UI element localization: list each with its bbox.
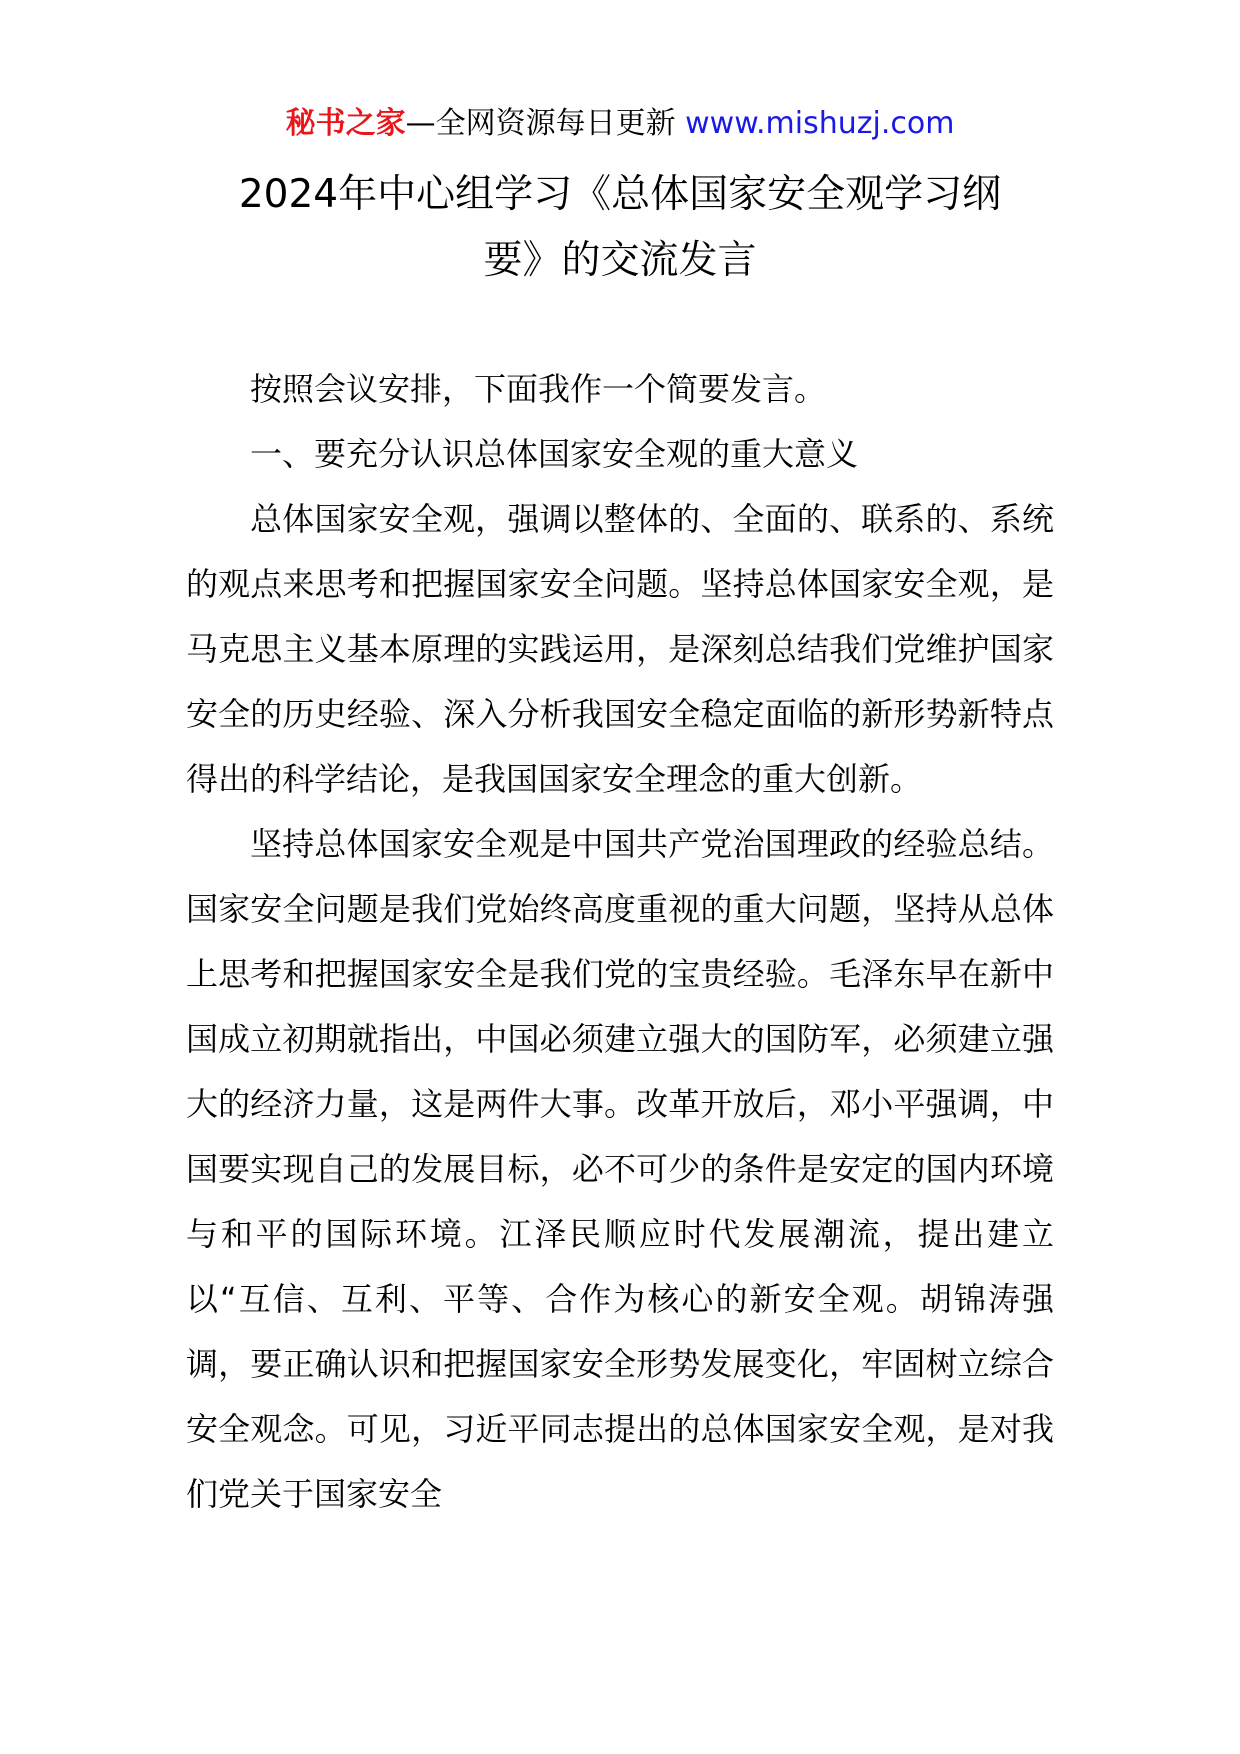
- title-line-1: 2024年中心组学习《总体国家安全观学习纲: [238, 172, 1002, 217]
- body-paragraph: 总体国家安全观，强调以整体的、全面的、联系的、系统的观点来思考和把握国家安全问题。坚持总体国家安全观，是马克思主义基本原理的实践运用，是深刻总结我们党维护国家安全的历史经验、深入分析我国安全稳定面临的新形势新特点得出的科学结论，是我国国家安全理念的重大创新。: [186, 500, 1054, 798]
- document-body: [186, 357, 1054, 1527]
- watermark-header: [0, 100, 1240, 148]
- section-heading: 一、要充分认识总体国家安全观的重大意义: [250, 435, 859, 473]
- body-paragraph: 坚持总体国家安全观是中国共产党治国理政的经验总结。国家安全问题是我们党始终高度重视的重大问题，坚持从总体上思考和把握国家安全是我们党的宝贵经验。毛泽东早在新中国成立初期就指出，中国必须建立强大的国防军，必须建立强大的经济力量，这是两件大事。改革开放后，邓小平强调，中国要实现自己的发展目标，必不可少的条件是安定的国内环境与和平的国际环境。江泽民顺应时代发展潮流，提出建立以“互信、互利、平等、合作为核心的新安全观。胡锦涛强调，要正确认识和把握国家安全形势发展变化，牢固树立综合安全观念。可见，习近平同志提出的总体国家安全观，是对我们党关于国家安全: [186, 825, 1054, 1513]
- page-title: [186, 162, 1054, 294]
- website-url: www.mishuzj.com: [685, 106, 955, 141]
- title-line-2: 要》的交流发言: [483, 238, 757, 283]
- brand-name: 秘书之家: [285, 106, 406, 141]
- intro-paragraph: 按照会议安排，下面我作一个简要发言。: [250, 370, 827, 408]
- header-slogan: —全网资源每日更新: [405, 106, 686, 141]
